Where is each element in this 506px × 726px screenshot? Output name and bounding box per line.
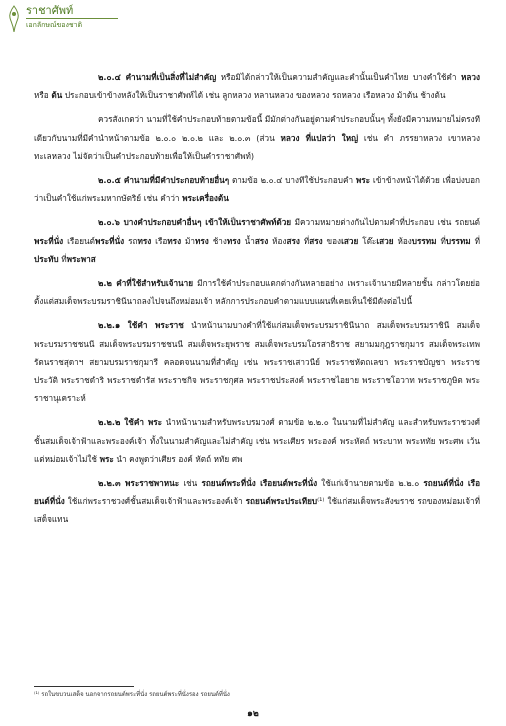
bold-term: ๒.๒ คำที่ใช้สำหรับเจ้านาย — [98, 278, 194, 289]
bold-term: รถยนต์พระประเทียบ — [245, 496, 318, 507]
bold-term: ๒.๒.๒ ใช้คำ พระ — [98, 417, 163, 428]
bold-term: บรรทม — [445, 235, 471, 246]
bold-term: รถยนต์ที่นั่ง เรือยนต์ที่นั่ง — [34, 478, 480, 507]
bold-term: สรง — [286, 235, 300, 246]
bold-term: หลวง — [460, 72, 480, 82]
paragraph-2-0-6 — [34, 213, 480, 268]
header-subtitle: เอกลักษณ์ของชาติ — [26, 21, 83, 29]
text-run: ห้อง — [268, 235, 287, 246]
bold-term: บรรทม — [411, 235, 437, 246]
footnote: ⁽¹⁾ รถในขบวนเสด็จ นอกจากรถยนต์พระที่นั่ง รถยนต์พระที่นั่งรอง รถยนต์ที่นั่ง — [34, 691, 230, 698]
text-run: มีความหมายต่างกันไปตามคำที่ประกอบ เช่น รถยนต์ — [291, 217, 480, 228]
bold-term: รถยนต์พระที่นั่ง เรือยนต์พระที่นั่ง — [201, 478, 318, 489]
text-run: ช้าง — [208, 235, 227, 246]
text-run: ⁽¹⁾ ใช้แก่สมเด็จพระสังฆราช รถของหม่อมเจ้าที่เสด็จแทน — [34, 496, 480, 525]
bold-term: ๒.๒.๑ ใช้คำ พระราช — [98, 320, 184, 331]
bold-term: สรง — [254, 235, 269, 246]
paragraph-2-2-3 — [34, 474, 480, 529]
bold-term: พระที่นั่ง — [94, 235, 125, 246]
text-run: เข้าข้างหน้าได้ด้วย เพื่อบ่งบอกว่าเป็นคำใช้แก่พระมหากษัตริย์ เช่น คำว่า — [34, 175, 480, 204]
text-run: ใช้แก่พระราชวงศ์ชั้นสมเด็จเจ้าฟ้าและพระองค์เจ้า — [64, 496, 246, 507]
bold-term: สรง — [309, 235, 323, 246]
paragraph-2-2 — [34, 274, 480, 310]
bold-term: ๒.๐.๕ คำนามที่มีคำประกอบท้ายอื่นๆ — [98, 175, 230, 186]
text-run: ที่ — [436, 235, 446, 246]
bold-term: เสวย — [341, 235, 359, 246]
paragraph-2-2-2 — [34, 413, 480, 468]
paragraph-2-0-5 — [34, 171, 480, 207]
header — [6, 4, 118, 34]
bold-term: เสวย — [376, 235, 394, 246]
bold-term: ทรง — [167, 235, 182, 246]
paragraph-2-0-4 — [34, 68, 480, 104]
text-run: เรือยนต์ — [63, 235, 95, 246]
text-run: โต๊ะ — [358, 235, 377, 246]
text-run: ห้อง — [393, 235, 412, 246]
bold-term: พระที่นั่ง — [34, 235, 64, 246]
bold-term: พระ — [99, 453, 114, 464]
text-run: ที่ — [299, 235, 310, 246]
text-run: ควรสังเกตว่า นามที่ใช้คำประกอบท้ายตามข้อนี้ มีมักต่างกันอยู่ตามคำประกอบนั้นๆ ทั้งยังมีความหมายไม่ตรงทีเดียวกับนามที่มีคำนำหน้าตามข้อ ๒.๐.๐ ๒.๐.๒ และ ๒.๐.๓ (ส่วน — [34, 114, 480, 143]
text-run: น้ำ — [240, 235, 255, 246]
text-run: หรือมิได้กล่าวให้เป็นความสำคัญและคำนั้นเป็นคำไทย บางคำใช้คำ — [216, 72, 461, 82]
document-body — [34, 68, 480, 535]
text-run: ตามข้อ ๒.๐.๔ บางทีใช้ประกอบคำ — [229, 175, 356, 186]
bold-term: ๒.๐.๖ บางคำประกอบคำอื่นๆ เข้าให้เป็นราชาศัพท์ด้วย — [98, 217, 292, 228]
text-run: ที่ — [470, 235, 481, 246]
bold-term: พระเครื่องต้น — [182, 193, 229, 204]
bold-term: หลวง ที่แปลว่า ใหญ่ — [280, 132, 359, 143]
bold-term: ประทับ — [34, 253, 59, 264]
bold-term: ทรง — [195, 235, 209, 246]
text-run: มีการใช้คำประกอบแตกต่างกันหลายอย่าง เพราะเจ้านายมีหลายชั้น กล่าวโดยย่อ ตั้งแต่สมเด็จพระบรมราชินีนาถลงไปจนถึงหม่อมเจ้า หลักการประกอบคำตามแบบแผนที่เคยเห็นใช้มีดังต่อไปนี้ — [34, 278, 480, 307]
paragraph-note — [34, 110, 480, 165]
bold-term: ทรง — [137, 235, 152, 246]
paragraph-2-2-1 — [34, 316, 480, 407]
text-run: เช่น คำ ภรรยาหลวง เขาหลวง ทะเลหลวง ไม่จัดว่าเป็นคำประกอบท้ายเพื่อให้เป็นคำราชาศัพท์) — [34, 132, 480, 161]
text-run: ใช้แก่เจ้านายตามข้อ ๒.๒.๐ — [317, 478, 424, 489]
text-run: เช่น — [179, 478, 202, 489]
header-divider — [26, 18, 118, 19]
text-run: เรือ — [151, 235, 168, 246]
text-run: ม้า — [181, 235, 195, 246]
text-run: ประกอบเข้าข้างหลังให้เป็นราชาศัพท์ได้ เช่น ลูกหลวง หลานหลวง ของหลวง รถหลวง เรือหลวง ม้าต้น ช้างต้น — [62, 90, 446, 101]
text-run: นำ คงพูดว่าเศียร องค์ หัตถ์ หทัย ศพ — [113, 453, 243, 464]
text-run: หรือ — [34, 90, 52, 101]
page-number: ๑๒ — [247, 709, 259, 719]
text-run: ที่ — [58, 253, 67, 264]
bold-term: พระ — [355, 175, 371, 186]
text-run: ของ — [322, 235, 342, 246]
header-title: ราชาศัพท์ — [26, 4, 74, 17]
garuda-logo-icon — [6, 4, 22, 34]
footnote-divider — [34, 686, 134, 687]
bold-term: ทรง — [226, 235, 241, 246]
text-run: รถ — [124, 235, 138, 246]
text-run: นำหน้านามบางคำที่ใช้แก่สมเด็จพระบรมราชินีนาถ สมเด็จพระบรมราชินี สมเด็จพระบรมราชชนนี สมเด็จพระบรมราชชนนี สมเด็จพระยุพราช สมเด็จพระบรมโอรสาธิราช สยามมกุฎราชกุมาร สมเด็จพระเทพรัตนราชสุดาฯ สยามบรมราชกุมารี คลอดจนนามที่สำคัญ เช่น พระราชเสาวนีย์ พระราชหัตถเลขา พระราชบัญชา พระราชประวัติ พระราชดำริ พระราชดำรัส พระราชกิจ พระราชกุศล พระราชประสงค์ พระราชไอยาย พระราชโอวาท พระราชภูษิต พระราชานุเคราะห์ — [34, 320, 480, 404]
text-run: นำหน้านามสำหรับพระบรมวงศ์ ตามข้อ ๒.๒.๐ ในนามที่ไม่สำคัญ และสำหรับพระราชวงศ์ชั้นสมเด็จเจ้าฟ้าและพระองค์เจ้า ทั้งในนามสำคัญและไม่สำคัญ เช่น พระเศียร พระองค์ พระหัตถ์ พระบาท พระหทัย พระศพ เว้นแต่หม่อมเจ้าไม่ใช้ — [34, 417, 480, 464]
bold-term: พระพาส — [66, 253, 96, 264]
bold-term: ๒.๒.๓ พระราชพาหนะ — [98, 478, 180, 489]
bold-term: ๒.๐.๔ คำนามที่เป็นสิ่งที่ไม่สำคัญ — [98, 72, 217, 82]
bold-term: ต้น — [51, 90, 63, 101]
